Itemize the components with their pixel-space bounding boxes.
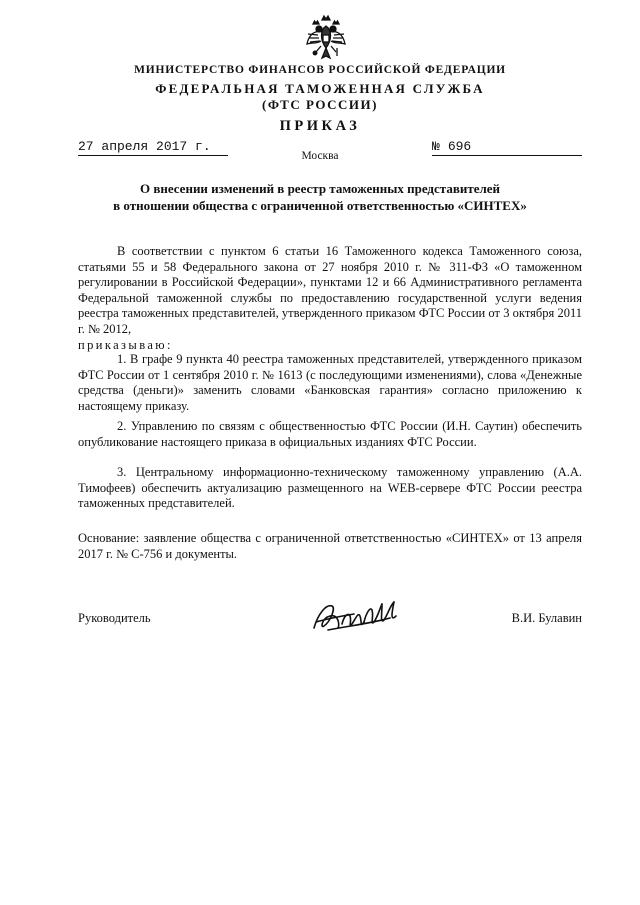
order-number: 696 — [447, 139, 472, 154]
number-label: № — [432, 139, 440, 154]
signatory-role: Руководитель — [78, 611, 151, 625]
subject — [60, 180, 580, 214]
service-title: ФЕДЕРАЛЬНАЯ ТАМОЖЕННАЯ СЛУЖБА — [155, 81, 485, 96]
preamble-paragraph — [78, 244, 582, 353]
document-type: ПРИКАЗ — [279, 118, 361, 134]
preamble-text: В соответствии с пунктом 6 статьи 16 Таможенного кодекса Таможенного союза, статьями 55 и 58 Федерального закона от 27 ноября 2010 г. № 311-ФЗ «О таможенном регулировании в Российской Федерации», пунктами 12 и 66 Административного регламента Федеральной таможенной службы по предоставлению государственной услуги ведения реестра таможенных представителей, утвержденного приказом ФТС России от 3 октября 2011 г. № 2012, — [78, 244, 582, 336]
city: Москва — [301, 150, 339, 162]
signatory-name: В.И. Булавин — [511, 611, 582, 625]
service-abbreviation: (ФТС РОССИИ) — [262, 97, 378, 112]
order-item-2: 2. Управлению по связям с общественностью ФТС России (И.Н. Саутин) обеспечить опубликование настоящего приказа в официальных изданиях ФТС России. — [78, 419, 582, 449]
basis-paragraph: Основание: заявление общества с ограниченной ответственностью «СИНТЕХ» от 13 апреля 2017 г. № С-756 и документы. — [78, 531, 582, 561]
signature-icon — [308, 594, 404, 636]
subject-line-2: в отношении общества с ограниченной ответственностью «СИНТЕХ» — [113, 198, 527, 213]
order-item-1: 1. В графе 9 пункта 40 реестра таможенных представителей, утвержденного приказом ФТС России от 1 сентября 2010 г. № 1613 (с последующими изменениями), слова «Денежные средства (деньги)» заменить словами «Банковская гарантия» согласно приложению к настоящему приказу. — [78, 352, 582, 413]
subject-line-1: О внесении изменений в реестр таможенных представителей — [139, 181, 501, 196]
order-date: 27 апреля 2017 г. — [78, 139, 211, 154]
order-word: приказываю: — [78, 337, 173, 352]
emblem-icon — [305, 14, 347, 64]
order-item-3: 3. Центральному информационно-техническому таможенному управлению (А.А. Тимофеев) обеспечить актуализацию размещенного на WEB-сервере ФТС России реестра таможенных представителей. — [78, 465, 582, 511]
order-word-line — [78, 338, 582, 354]
ministry-title: МИНИСТЕРСТВО ФИНАНСОВ РОССИЙСКОЙ ФЕДЕРАЦИИ — [134, 64, 506, 76]
